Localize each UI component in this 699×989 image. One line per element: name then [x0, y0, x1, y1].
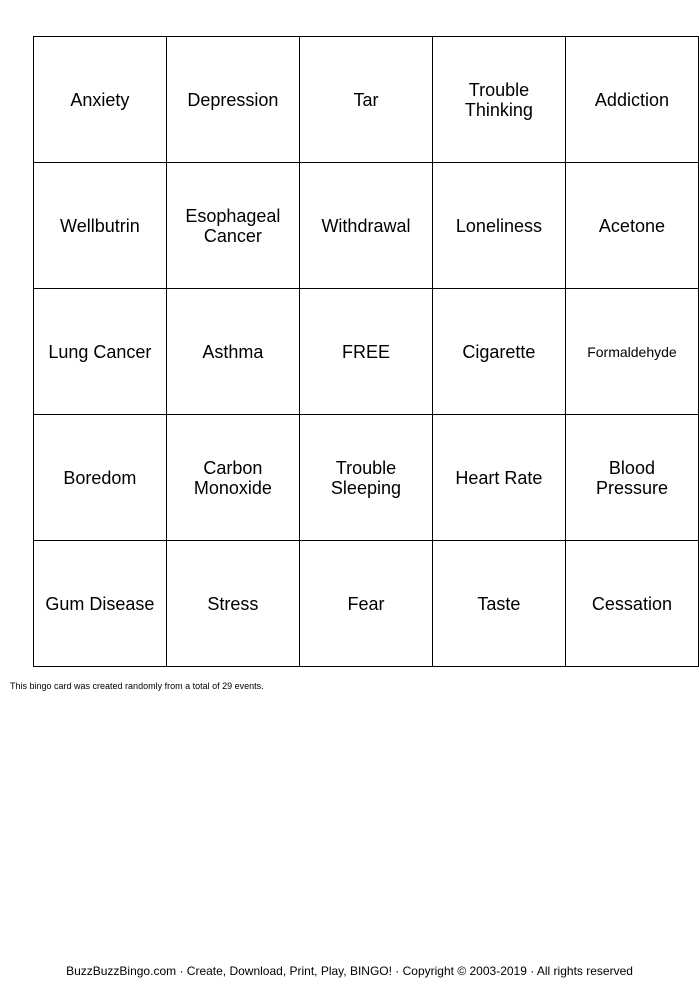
bingo-row — [34, 289, 699, 415]
bingo-cell — [432, 37, 565, 163]
bingo-row — [34, 37, 699, 163]
free-space-cell — [299, 289, 432, 415]
bingo-row — [34, 415, 699, 541]
bingo-cell — [432, 541, 565, 667]
bingo-cell — [166, 289, 299, 415]
bingo-cell — [565, 37, 698, 163]
bingo-cell-label: Asthma — [202, 341, 264, 362]
bingo-cell — [299, 415, 432, 541]
bingo-cell-label: Acetone — [598, 215, 665, 236]
bingo-cell-label: Tar — [353, 89, 379, 110]
bingo-cell — [34, 541, 167, 667]
page-footer: BuzzBuzzBingo.com · Create, Download, Print, Play, BINGO! · Copyright © 2003-2019 · All rights reserved — [66, 964, 633, 978]
bingo-cell-label: Anxiety — [70, 89, 130, 110]
bingo-cell — [166, 37, 299, 163]
bingo-cell-label: Stress — [207, 593, 259, 614]
bingo-card — [33, 36, 699, 667]
bingo-cell-label: Lung Cancer — [48, 341, 152, 362]
bingo-cell-label: Withdrawal — [321, 215, 411, 236]
bingo-cell-label: Blood Pressure — [595, 457, 668, 498]
bingo-cell — [34, 415, 167, 541]
bingo-cell-label: Cessation — [591, 593, 672, 614]
bingo-cell — [432, 415, 565, 541]
bingo-cell-label: Formaldehyde — [587, 343, 677, 360]
card-generation-note: This bingo card was created randomly from a total of 29 events. — [10, 681, 264, 691]
bingo-cell-label: Wellbutrin — [60, 215, 140, 236]
bingo-cell — [166, 541, 299, 667]
bingo-cell-label: Cigarette — [462, 341, 536, 362]
bingo-cell — [34, 163, 167, 289]
bingo-cell-label: Depression — [187, 89, 279, 110]
bingo-cell-label: Gum Disease — [45, 593, 155, 614]
bingo-cell — [34, 37, 167, 163]
bingo-row — [34, 163, 699, 289]
bingo-cell — [432, 289, 565, 415]
bingo-cell-label: Carbon Monoxide — [193, 457, 272, 498]
bingo-cell-label: Trouble Thinking — [464, 79, 533, 120]
bingo-cell — [34, 289, 167, 415]
bingo-cell-label: Loneliness — [455, 215, 542, 236]
bingo-cell-label: Esophageal Cancer — [185, 205, 281, 246]
bingo-cell — [166, 163, 299, 289]
bingo-cell-label: Fear — [347, 593, 385, 614]
bingo-cell — [565, 163, 698, 289]
free-space-label: FREE — [341, 341, 390, 362]
bingo-cell — [166, 415, 299, 541]
bingo-cell-label: Heart Rate — [455, 467, 543, 488]
bingo-cell-label: Addiction — [594, 89, 669, 110]
bingo-cell-label: Taste — [477, 593, 521, 614]
bingo-cell — [299, 541, 432, 667]
bingo-cell-label: Boredom — [63, 467, 137, 488]
bingo-cell — [299, 37, 432, 163]
bingo-cell — [299, 163, 432, 289]
bingo-cell — [565, 541, 698, 667]
bingo-cell — [565, 289, 698, 415]
bingo-row — [34, 541, 699, 667]
bingo-cell-label: Trouble Sleeping — [330, 457, 401, 498]
bingo-cell — [565, 415, 698, 541]
bingo-cell — [432, 163, 565, 289]
